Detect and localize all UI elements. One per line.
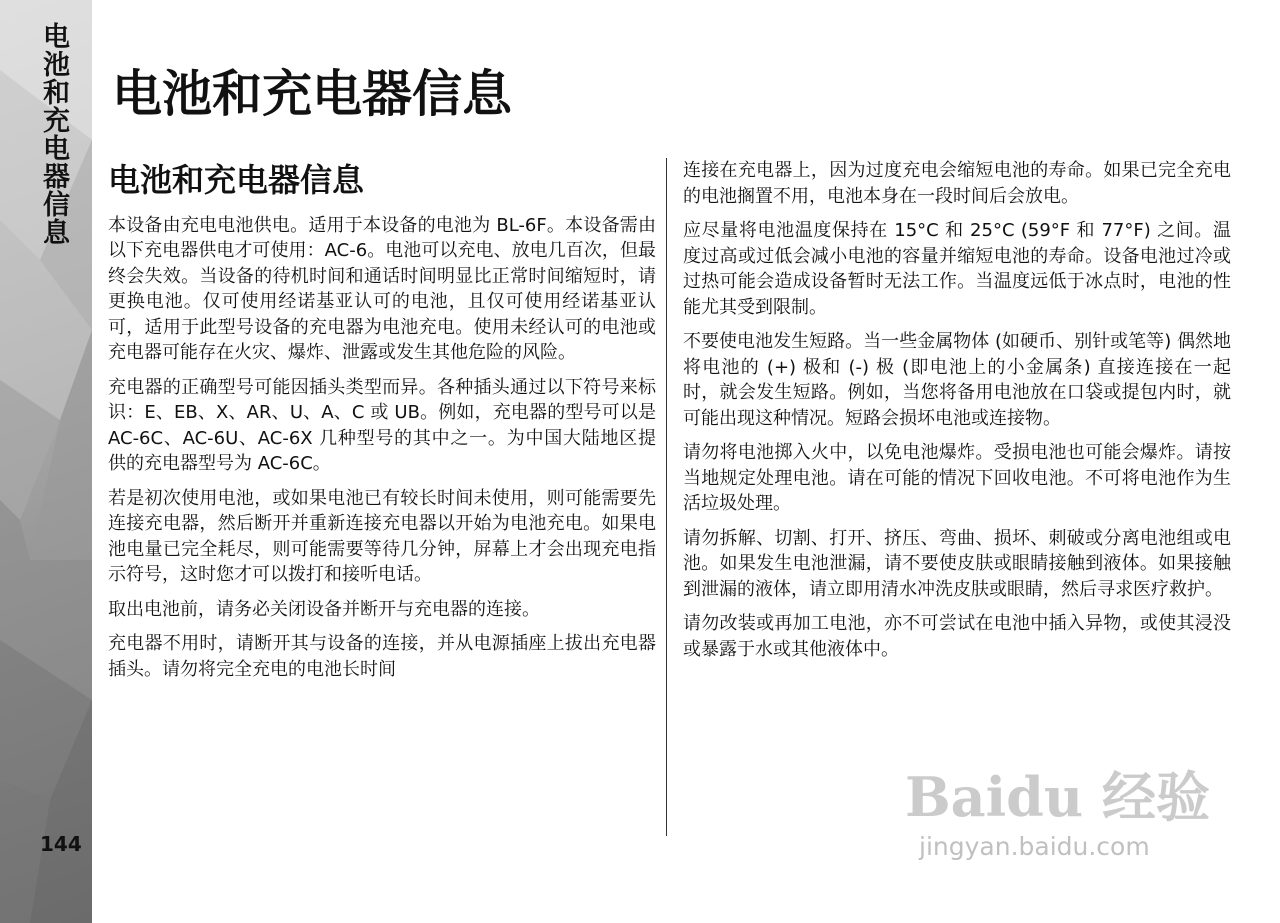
watermark-logo: Baidu 经验 (905, 765, 1210, 829)
paragraph: 连接在充电器上，因为过度充电会缩短电池的寿命。如果已完全充电的电池搁置不用，电池本身在一段时间后会放电。 (683, 160, 1231, 207)
paragraph: 充电器不用时，请断开其与设备的连接，并从电源插座上拔出充电器插头。请勿将完全充电的电池长时间 (108, 633, 656, 680)
section-title: 电池和充电器信息 (108, 161, 365, 199)
paragraph: 请勿将电池掷入火中，以免电池爆炸。受损电池也可能会爆炸。请按当地规定处理电池。请在可能的情况下回收电池。不可将电池作为生活垃圾处理。 (683, 442, 1231, 514)
paragraph: 充电器的正确型号可能因插头类型而异。各种插头通过以下符号来标识：E、EB、X、AR、U、A、C 或 UB。例如，充电器的型号可以是 AC-6C、AC-6U、AC-6X 几种型号的其中之一。为中国大陆地区提供的充电器型号为 AC-6C。 (108, 376, 656, 475)
page-number: 144 (40, 832, 82, 856)
baidu-watermark (905, 765, 1210, 861)
paragraph: 请勿拆解、切割、打开、挤压、弯曲、损坏、刺破或分离电池组或电池。如果发生电池泄漏，请不要使皮肤或眼睛接触到液体。如果接触到泄漏的液体，请立即用清水冲洗皮肤或眼睛，然后寻求医疗救护。 (683, 527, 1231, 600)
right-column (683, 158, 1231, 671)
paragraph: 取出电池前，请务必关闭设备并断开与充电器的连接。 (108, 598, 540, 620)
sidebar (0, 0, 92, 923)
watermark-url: jingyan.baidu.com (919, 832, 1150, 861)
paragraph: 应尽量将电池温度保持在 15°C 和 25°C (59°F 和 77°F) 之间。温度过高或过低会减小电池的容量并缩短电池的寿命。设备电池过冷或过热可能会造成设备暂时无法工作。当温度远低于冰点时，电池的性能尤其受到限制。 (683, 220, 1231, 318)
left-column (108, 158, 656, 691)
paragraph: 请勿改装或再加工电池，亦不可尝试在电池中插入异物，或使其浸没或暴露于水或其他液体中。 (683, 613, 1231, 660)
sidebar-chapter-title: 电池和充电器信息 (38, 22, 69, 246)
paragraph: 若是初次使用电池，或如果电池已有较长时间未使用，则可能需要先连接充电器，然后断开并重新连接充电器以开始为电池充电。如果电池电量已完全耗尽，则可能需要等待几分钟，屏幕上才会出现充电指示符号，这时您才可以拨打和接听电话。 (108, 487, 656, 586)
paragraph: 本设备由充电电池供电。适用于本设备的电池为 BL-6F。本设备需由以下充电器供电才可使用：AC-6。电池可以充电、放电几百次，但最终会失效。当设备的待机时间和通话时间明显比正常时间缩短时，请更换电池。仅可使用经诺基亚认可的电池，且仅可使用经诺基亚认可，适用于此型号设备的充电器为电池充电。使用未经认可的电池或充电器可能存在火灾、爆炸、泄露或发生其他危险的风险。 (108, 214, 656, 364)
column-divider (666, 158, 667, 836)
page-title: 电池和充电器信息 (112, 65, 512, 123)
paragraph: 不要使电池发生短路。当一些金属物体 (如硬币、别针或笔等) 偶然地将电池的 (+) 极和 (-) 极 (即电池上的小金属条) 直接连接在一起时，就会发生短路。例如，当您将备用电池放在口袋或提包内时，就可能出现这种情况。短路会损坏电池或连接物。 (683, 331, 1231, 429)
